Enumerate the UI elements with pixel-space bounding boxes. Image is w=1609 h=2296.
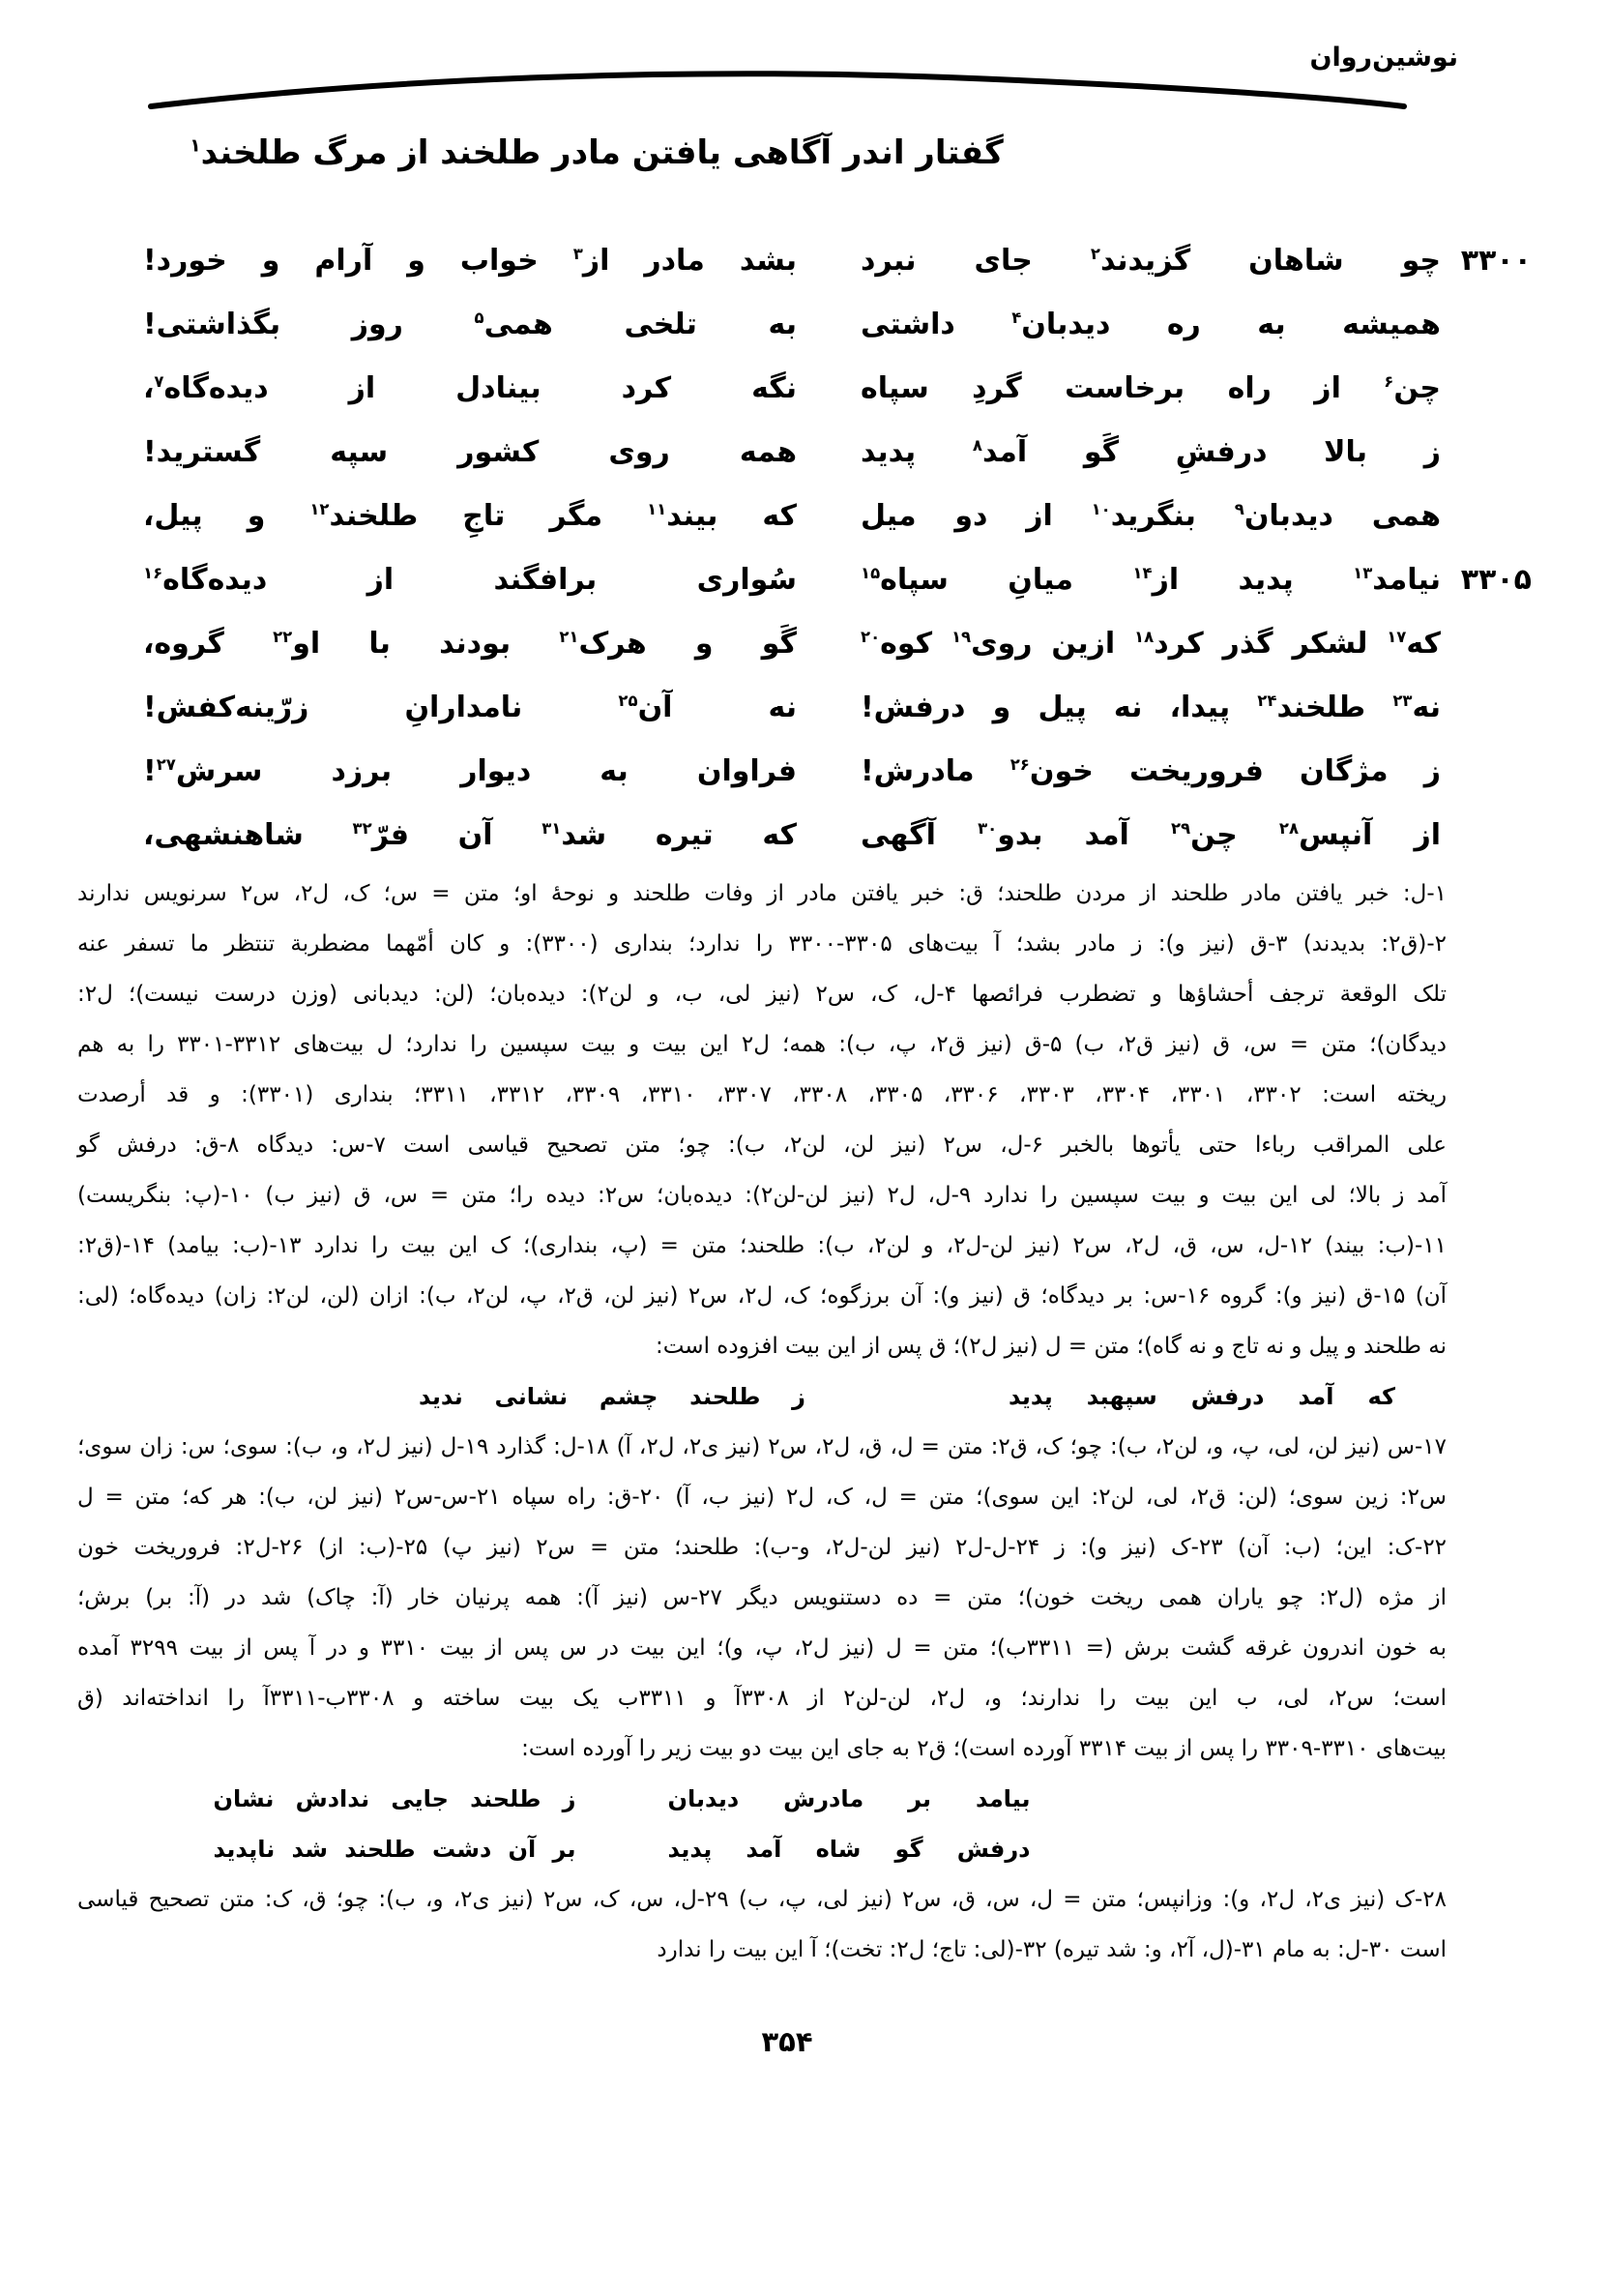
footnote-line: تلک الوقعة ترجف أحشاؤها و تضطرب فرائصها ۴-ل، ک، س۲ (نیز لی، ب، و لن۲): دیده‌بان؛ (لن: دیدبانی (وزن درست نیست)؛ ل۲: (77, 982, 1448, 1007)
hemistich-right: نه$^{۲۳}$ طلخند$^{۲۴}$ پیدا، نه پیل و درفش! (861, 690, 1441, 724)
hemistich-right: نیامد$^{۱۳}$ پدید از$^{۱۴}$ میانِ سپاه$^{۱۵}$ (861, 562, 1441, 597)
footnote-line: ریخته است: ۳۳۰۲، ۳۳۰۱، ۳۳۰۴، ۳۳۰۳، ۳۳۰۶، ۳۳۰۵، ۳۳۰۸، ۳۳۰۷، ۳۳۱۰، ۳۳۰۹، ۳۳۱۲، ۳۳۱۱؛ بنداری (۳۳۰۱): و قد أرصدت (77, 1082, 1448, 1107)
verse-row (143, 547, 1532, 611)
verse-row (143, 803, 1532, 867)
footnote-line: ۲۲-ک: این؛ (ب: آن) ۲۳-ک (نیز و): ز ۲۴-ل-ل۲ (نیز لن-ل۲، و-ب): طلحند؛ متن = س۲ (نیز پ) ۲۵-(ب: از) ۲۶-ل۲: فروریخت خون (77, 1535, 1448, 1560)
hemistich-left: همه روی کشور سپه گسترید! (143, 434, 797, 469)
page-title: گفتار اندر آگاهی یافتن مادر طلخند از مرگ طلخند$^۱$ (190, 133, 1004, 172)
footnote-line: ۲۸-ک (نیز ی۲، ل۲، و): وزانپس؛ متن = ل، س، ق، س۲ (نیز لی، پ، ب) ۲۹-ل، س، ک، س۲ (نیز ی۲، و، ب): چو؛ ق، ک: متن تصحیح قیاسی (77, 1887, 1448, 1912)
footnote-line: ۱-ل: خبر یافتن مادر طلحند از مردن طلحند؛ ق: خبر یافتن مادر از وفات طلحند و نوحهٔ او؛ متن = س؛ ک، ل۲، س۲ سرنویس ندارند (77, 881, 1447, 906)
footnote-line: ۱۷-س (نیز لن، لی، پ، و، لن۲، ب): چو؛ ک، ق۲: متن = ل، ق، ل۲، س۲ (نیز ی۲، ل۲، آ) ۱۸-ل: گذارد ۱۹-ل (نیز ل۲، و، ب): سوی؛ س: زان سوی؛ (77, 1434, 1447, 1459)
hemistich-left: نگه کرد بینادل از دیده‌گاه$^۷$، (143, 370, 797, 405)
hemistich-left: به تلخی همی$^۵$ روز بگذاشتی! (143, 307, 797, 341)
footnote-line: ۱۱-(ب: بیند) ۱۲-ل، س، ق، ل۲، س۲ (نیز لن-ل۲، و لن۲، ب): طلحند؛ متن = (پ، بنداری)؛ ک این بیت را ندارد ۱۳-(ب: بیامد) ۱۴-(ق۲: (77, 1233, 1448, 1258)
hemistich-left: که بیند$^{۱۱}$ مگر تاجِ طلخند$^{۱۲}$ و پیل، (143, 498, 797, 533)
inserted-hemistich-right: که آمد درفش سپهبد پدید (1009, 1383, 1395, 1410)
poem-block (143, 228, 1532, 867)
header-rule (145, 64, 1431, 122)
verse-number: ۳۳۰۵ (1460, 562, 1532, 597)
footnote-line: نه طلحند و پیل و نه تاج و نه گاه)؛ متن = ل (نیز ل۲)؛ ق پس از این بیت افزوده است: (655, 1334, 1447, 1359)
critical-apparatus (77, 868, 1447, 1975)
footnote-line: آمد ز بالا؛ لی این بیت و بیت سپسین را ندارد ۹-ل، ل۲ (نیز لن-لن۲): دیده‌بان؛ س۲: دیده را؛ متن = س، ق (نیز ب) ۱۰-(پ: بنگریست) (77, 1183, 1447, 1208)
hemistich-right: چو شاهان گزیدند$^۲$ جای نبرد (861, 243, 1441, 278)
inserted-verse (0, 1824, 1306, 1874)
verse-row (143, 611, 1532, 675)
hemistich-right: همیشه به ره دیدبان$^۴$ داشتی (861, 307, 1441, 341)
hemistich-left: گَو و هرک$^{۲۱}$ بودند با او$^{۲۲}$ گروه، (143, 626, 797, 661)
footnote-line: ۲-(ق۲: بدیدند) ۳-ق (نیز و): ز مادر بشد؛ آ بیت‌های ۳۳۰۵-۳۳۰۰ را ندارد؛ بنداری (۳۳۰۰): و کان أمّهما مضطربة تنتظر ما تسفر عنه (77, 931, 1448, 957)
inserted-hemistich-right: بیامد بر مادرش دیدبان (667, 1785, 1031, 1812)
inserted-hemistich-left: ز طلحند جایی ندادش نشان (213, 1785, 576, 1812)
verse-number: ۳۳۰۰ (1460, 243, 1532, 278)
footnote-line: است؛ س۲، لی، ب این بیت را ندارند؛ و، ل۲، لن-لن۲ از ۳۳۰۸آ و ۳۳۱۱ب یک بیت ساخته و ۳۳۰۸ب-۳۳۱۱آ را انداخته‌اند (ق (77, 1686, 1448, 1711)
footnote-line: است ۳۰-ل: به مام ۳۱-(ل، آ۲، و: شد تیره) ۳۲-(لی: تاج؛ ل۲: تخت)؛ آ این بیت را ندارد (657, 1937, 1447, 1962)
hemistich-right: از آنپس$^{۲۸}$ چن$^{۲۹}$ آمد بدو$^{۳۰}$ آگهی (861, 817, 1441, 852)
footnote-line: دیدگان)؛ متن = س، ق (نیز ق۲، ب) ۵-ق (نیز ق۲، پ، ب): همه؛ ل۲ این بیت و بیت سپسین را ندارد؛ ل بیت‌های ۳۳۱۲-۳۳۰۱ را به هم (77, 1032, 1447, 1057)
running-head: نوشین‌روان (1309, 43, 1458, 73)
verse-row (143, 420, 1532, 484)
hemistich-left: بشد مادر از$^۳$ خواب و آرام و خورد! (143, 243, 797, 278)
hemistich-right: همی دیدبان$^۹$ بنگرید$^{۱۰}$ از دو میل (861, 498, 1441, 533)
inserted-hemistich-right: درفش گو شاه آمد پدید (667, 1836, 1031, 1863)
verse-row (143, 228, 1532, 292)
footnote-line: س۲: زین سوی؛ (لن: ق۲، لی، لن۲: این سوی)؛ متن = ل، ک، ل۲ (نیز ب، آ) ۲۰-ق: راه سپاه ۲۱-س-س۲ (نیز لن، ب): هر که؛ متن = ل (77, 1485, 1447, 1510)
footnote-line: آن) ۱۵-ق (نیز و): گروه ۱۶-س: بر دیدگاه؛ ق (نیز و): آن برزگوه؛ ک، ل۲، س۲ (نیز لن، ق۲، پ، لن۲، ب): ازان (لن، لن۲: زان) دیده‌گاه؛ (لی: (77, 1283, 1448, 1309)
hemistich-right: چن$^۶$ از راه برخاست گردِ سپاه (861, 370, 1441, 405)
hemistich-left: نه آن$^{۲۵}$ نامدارانِ زرّینه‌کفش! (143, 690, 798, 724)
verse-row (143, 356, 1532, 420)
inserted-hemistich-left: ز طلحند چشم نشانی ندید (419, 1383, 805, 1410)
footnote-line: علی المراقب رباءا حتی یأتوها بالخبر ۶-ل، س۲ (نیز لن، لن۲، ب): چو؛ متن تصحیح قیاسی است ۷-س: دیدگاه ۸-ق: درفش گو (77, 1133, 1448, 1158)
hemistich-right: ز مژگان فروریخت خون$^{۲۶}$ مادرش! (861, 753, 1441, 788)
hemistich-left: سُواری برافگند از دیده‌گاه$^{۱۶}$ (143, 562, 797, 597)
footnote-line: بیت‌های ۳۳۱۰-۳۳۰۹ را پس از بیت ۳۳۱۴ آورده است)؛ ق۲ به جای این بیت دو بیت زیر را آورده است: (521, 1736, 1447, 1761)
hemistich-right: که$^{۱۷}$ لشکر گذر کرد$^{۱۸}$ ازین روی$^{۱۹}$ کوه$^{۲۰}$ (861, 626, 1441, 661)
inserted-verse (0, 1774, 1306, 1824)
verse-row (143, 739, 1532, 803)
hemistich-left: فراوان به دیوار برزد سرش$^{۲۷}$! (143, 753, 797, 788)
footnote-line: به خون اندرون غرقه گشت برش (= ۳۳۱۱ب)؛ متن = ل (نیز ل۲، پ، و)؛ این بیت در س پس از بیت ۳۳۱۰ و در آ پس از بیت ۳۲۹۹ آمده (77, 1635, 1447, 1661)
inserted-hemistich-left: بر آن دشت طلحند شد ناپدید (213, 1836, 576, 1863)
hemistich-left: که تیره شد$^{۳۱}$ آن فرّ$^{۳۲}$ شاهنشهی، (143, 817, 797, 852)
verse-row (143, 675, 1532, 739)
verse-row (143, 484, 1532, 547)
verse-row (143, 292, 1532, 356)
hemistich-right: ز بالا درفشِ گَو آمد$^۸$ پدید (861, 434, 1441, 469)
inserted-verse (222, 1371, 1592, 1422)
page-number: ۳۵۴ (761, 2025, 813, 2058)
footnote-line: از مژه (ل۲: چو یاران همی ریخت خون)؛ متن = ده دستنویس دیگر ۲۷-س (نیز آ): همه پرنیان خار (آ: چاک) شد در (آ: بر) برش؛ (77, 1585, 1447, 1610)
